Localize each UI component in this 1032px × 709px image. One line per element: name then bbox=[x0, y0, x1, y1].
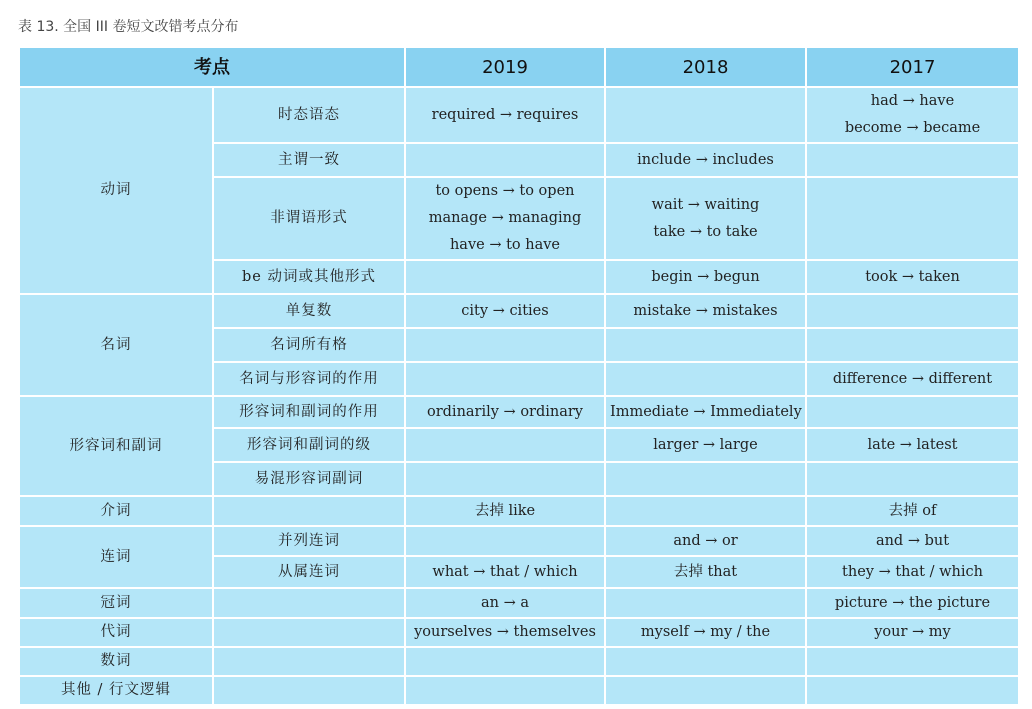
table-caption: 表 13. 全国 III 卷短文改错考点分布 bbox=[18, 19, 239, 35]
category-cell: 代词 bbox=[19, 618, 213, 647]
correction-entry: late → latest bbox=[867, 436, 958, 453]
cell-y2017 bbox=[806, 143, 1019, 177]
cell-y2017 bbox=[806, 177, 1019, 260]
category-cell: 介词 bbox=[19, 496, 213, 526]
cell-y2017 bbox=[806, 496, 1019, 526]
cell-y2018 bbox=[605, 260, 806, 294]
category-cell: 冠词 bbox=[19, 588, 213, 618]
correction-entry: take → to take bbox=[653, 223, 758, 240]
correction-entry: required → requires bbox=[431, 106, 579, 123]
correction-entry: to opens → to open bbox=[435, 183, 575, 199]
cell-y2017 bbox=[806, 676, 1019, 705]
exam-points-table bbox=[18, 46, 1020, 706]
table-row bbox=[19, 526, 1019, 556]
header-year-2019: 2019 bbox=[405, 47, 605, 87]
cell-y2017 bbox=[806, 618, 1019, 647]
cell-y2018 bbox=[605, 396, 806, 428]
cell-y2017 bbox=[806, 396, 1019, 428]
subcategory-cell: 主谓一致 bbox=[213, 143, 405, 177]
cell-y2017 bbox=[806, 87, 1019, 143]
category-cell: 连词 bbox=[19, 526, 213, 588]
cell-y2019 bbox=[405, 87, 605, 143]
subcategory-cell bbox=[213, 676, 405, 705]
category-cell: 形容词和副词 bbox=[19, 396, 213, 496]
table-body bbox=[19, 87, 1019, 705]
cell-y2019 bbox=[405, 526, 605, 556]
subcategory-cell: 从属连词 bbox=[213, 556, 405, 588]
cell-y2018 bbox=[605, 496, 806, 526]
cell-y2019 bbox=[405, 328, 605, 362]
correction-entry: 去掉 of bbox=[888, 502, 937, 519]
correction-entry: 去掉 that bbox=[673, 563, 738, 580]
correction-entry: Immediate → Immediately bbox=[610, 403, 802, 420]
table-row bbox=[19, 618, 1019, 647]
cell-y2018 bbox=[605, 618, 806, 647]
table-row bbox=[19, 294, 1019, 328]
cell-y2019 bbox=[405, 294, 605, 328]
correction-entry: myself → my / the bbox=[640, 624, 771, 640]
cell-y2019 bbox=[405, 496, 605, 526]
correction-entry: become → became bbox=[844, 120, 981, 136]
subcategory-cell: 时态语态 bbox=[213, 87, 405, 143]
cell-y2019 bbox=[405, 177, 605, 260]
cell-y2017 bbox=[806, 462, 1019, 496]
correction-entry: have → to have bbox=[449, 237, 561, 253]
cell-y2018 bbox=[605, 362, 806, 396]
subcategory-cell bbox=[213, 647, 405, 676]
subcategory-cell: 并列连词 bbox=[213, 526, 405, 556]
header-year-2018: 2018 bbox=[605, 47, 806, 87]
subcategory-cell bbox=[213, 496, 405, 526]
cell-y2019 bbox=[405, 588, 605, 618]
table-row bbox=[19, 588, 1019, 618]
table-row bbox=[19, 496, 1019, 526]
correction-entry: took → taken bbox=[865, 268, 960, 285]
cell-y2019 bbox=[405, 143, 605, 177]
cell-y2019 bbox=[405, 260, 605, 294]
correction-entry: mistake → mistakes bbox=[633, 302, 778, 319]
cell-y2019 bbox=[405, 428, 605, 462]
cell-y2017 bbox=[806, 362, 1019, 396]
subcategory-cell: 名词所有格 bbox=[213, 328, 405, 362]
cell-y2017 bbox=[806, 588, 1019, 618]
cell-y2019 bbox=[405, 396, 605, 428]
cell-y2017 bbox=[806, 428, 1019, 462]
cell-y2018 bbox=[605, 676, 806, 705]
subcategory-cell bbox=[213, 618, 405, 647]
header-topic: 考点 bbox=[19, 47, 405, 87]
subcategory-cell: be 动词或其他形式 bbox=[213, 260, 405, 294]
cell-y2018 bbox=[605, 87, 806, 143]
correction-entry: manage → managing bbox=[428, 210, 582, 226]
correction-entry: an → a bbox=[481, 594, 529, 611]
correction-entry: include → includes bbox=[637, 151, 774, 168]
cell-y2017 bbox=[806, 294, 1019, 328]
cell-y2018 bbox=[605, 647, 806, 676]
table-row bbox=[19, 647, 1019, 676]
cell-y2018 bbox=[605, 526, 806, 556]
correction-entry: your → my bbox=[874, 624, 951, 640]
header-row bbox=[19, 47, 1019, 87]
correction-entry: and → or bbox=[673, 532, 738, 549]
correction-entry: picture → the picture bbox=[834, 594, 991, 611]
category-cell: 其他 / 行文逻辑 bbox=[19, 676, 213, 705]
header-year-2017: 2017 bbox=[806, 47, 1019, 87]
correction-entry: and → but bbox=[875, 532, 950, 549]
subcategory-cell: 形容词和副词的作用 bbox=[213, 396, 405, 428]
correction-entry: 去掉 like bbox=[474, 502, 536, 519]
category-cell: 动词 bbox=[19, 87, 213, 294]
cell-y2018 bbox=[605, 462, 806, 496]
category-cell: 数词 bbox=[19, 647, 213, 676]
cell-y2018 bbox=[605, 588, 806, 618]
cell-y2018 bbox=[605, 294, 806, 328]
correction-entry: they → that / which bbox=[842, 563, 983, 580]
table-row bbox=[19, 87, 1019, 143]
cell-y2018 bbox=[605, 428, 806, 462]
subcategory-cell: 名词与形容词的作用 bbox=[213, 362, 405, 396]
subcategory-cell: 单复数 bbox=[213, 294, 405, 328]
subcategory-cell: 非谓语形式 bbox=[213, 177, 405, 260]
cell-y2017 bbox=[806, 328, 1019, 362]
correction-entry: yourselves → themselves bbox=[414, 624, 596, 640]
subcategory-cell: 易混形容词副词 bbox=[213, 462, 405, 496]
subcategory-cell bbox=[213, 588, 405, 618]
correction-entry: wait → waiting bbox=[651, 196, 760, 213]
correction-entry: what → that / which bbox=[432, 563, 578, 580]
cell-y2017 bbox=[806, 526, 1019, 556]
correction-entry: begin → begun bbox=[651, 268, 760, 285]
subcategory-cell: 形容词和副词的级 bbox=[213, 428, 405, 462]
table-row bbox=[19, 396, 1019, 428]
cell-y2018 bbox=[605, 143, 806, 177]
category-cell: 名词 bbox=[19, 294, 213, 396]
cell-y2018 bbox=[605, 556, 806, 588]
cell-y2017 bbox=[806, 647, 1019, 676]
correction-entry: city → cities bbox=[461, 302, 549, 319]
cell-y2017 bbox=[806, 556, 1019, 588]
correction-entry: had → have bbox=[870, 93, 955, 109]
cell-y2019 bbox=[405, 462, 605, 496]
cell-y2019 bbox=[405, 647, 605, 676]
correction-entry: larger → large bbox=[653, 436, 758, 453]
cell-y2018 bbox=[605, 177, 806, 260]
cell-y2019 bbox=[405, 556, 605, 588]
cell-y2019 bbox=[405, 618, 605, 647]
cell-y2017 bbox=[806, 260, 1019, 294]
correction-entry: difference → different bbox=[832, 370, 993, 387]
cell-y2019 bbox=[405, 362, 605, 396]
cell-y2019 bbox=[405, 676, 605, 705]
table-row bbox=[19, 676, 1019, 705]
cell-y2018 bbox=[605, 328, 806, 362]
correction-entry: ordinarily → ordinary bbox=[426, 403, 584, 420]
